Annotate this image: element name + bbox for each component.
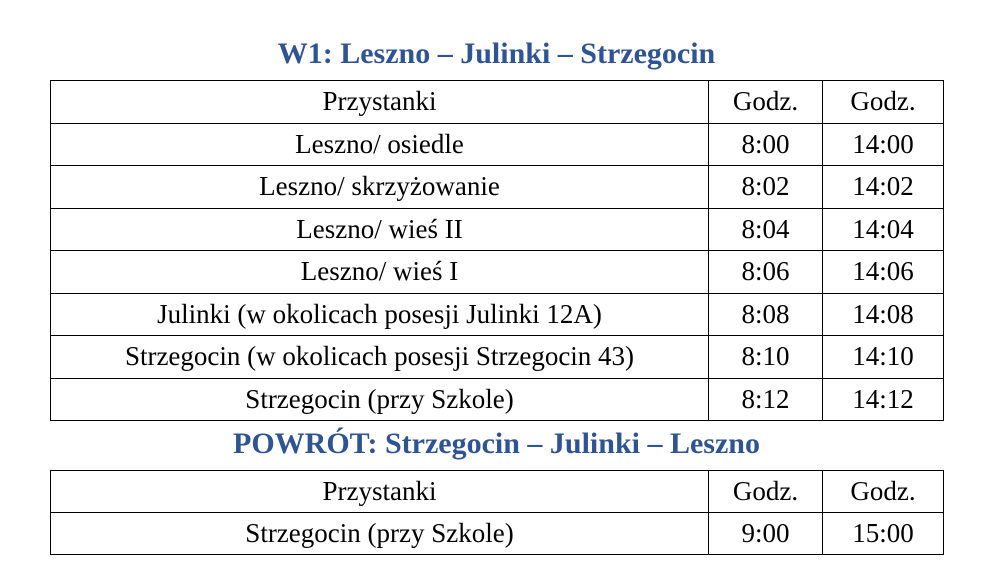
stop-name: Leszno/ skrzyżowanie [51, 166, 709, 209]
table-header-row [51, 81, 944, 124]
table-row [51, 166, 944, 209]
stop-name: Strzegocin (przy Szkole) [51, 513, 709, 555]
table-row [51, 293, 944, 336]
departure-time-2: 14:02 [823, 166, 944, 209]
table-row [51, 336, 944, 379]
departure-time-2: 14:12 [823, 378, 944, 421]
departure-time-1: 8:02 [709, 166, 823, 209]
departure-time-2: 14:10 [823, 336, 944, 379]
return-route-title: POWRÓT: Strzegocin – Julinki – Leszno [233, 427, 760, 460]
header-stops: Przystanki [51, 81, 709, 124]
header-time-2: Godz. [823, 471, 944, 513]
return-timetable [50, 470, 944, 555]
outbound-route-title: W1: Leszno – Julinki – Strzegocin [277, 37, 716, 70]
header-time-1: Godz. [709, 471, 823, 513]
departure-time-1: 8:12 [709, 378, 823, 421]
table-row [51, 251, 944, 294]
header-time-2: Godz. [823, 81, 944, 124]
departure-time-1: 8:06 [709, 251, 823, 294]
departure-time-1: 9:00 [709, 513, 823, 555]
departure-time-1: 8:08 [709, 293, 823, 336]
departure-time-1: 8:10 [709, 336, 823, 379]
departure-time-1: 8:00 [709, 123, 823, 166]
table-row [51, 123, 944, 166]
outbound-timetable [50, 80, 944, 421]
table-header-row [51, 471, 944, 513]
stop-name: Leszno/ wieś I [51, 251, 709, 294]
departure-time-2: 14:06 [823, 251, 944, 294]
stop-name: Strzegocin (w okolicach posesji Strzegocin 43) [51, 336, 709, 379]
header-time-1: Godz. [709, 81, 823, 124]
stop-name: Strzegocin (przy Szkole) [51, 378, 709, 421]
departure-time-2: 14:08 [823, 293, 944, 336]
stop-name: Leszno/ osiedle [51, 123, 709, 166]
departure-time-2: 14:00 [823, 123, 944, 166]
stop-name: Julinki (w okolicach posesji Julinki 12A) [51, 293, 709, 336]
header-stops: Przystanki [51, 471, 709, 513]
stop-name: Leszno/ wieś II [51, 208, 709, 251]
departure-time-2: 15:00 [823, 513, 944, 555]
departure-time-1: 8:04 [709, 208, 823, 251]
departure-time-2: 14:04 [823, 208, 944, 251]
table-row [51, 378, 944, 421]
table-row [51, 208, 944, 251]
table-row [51, 513, 944, 555]
